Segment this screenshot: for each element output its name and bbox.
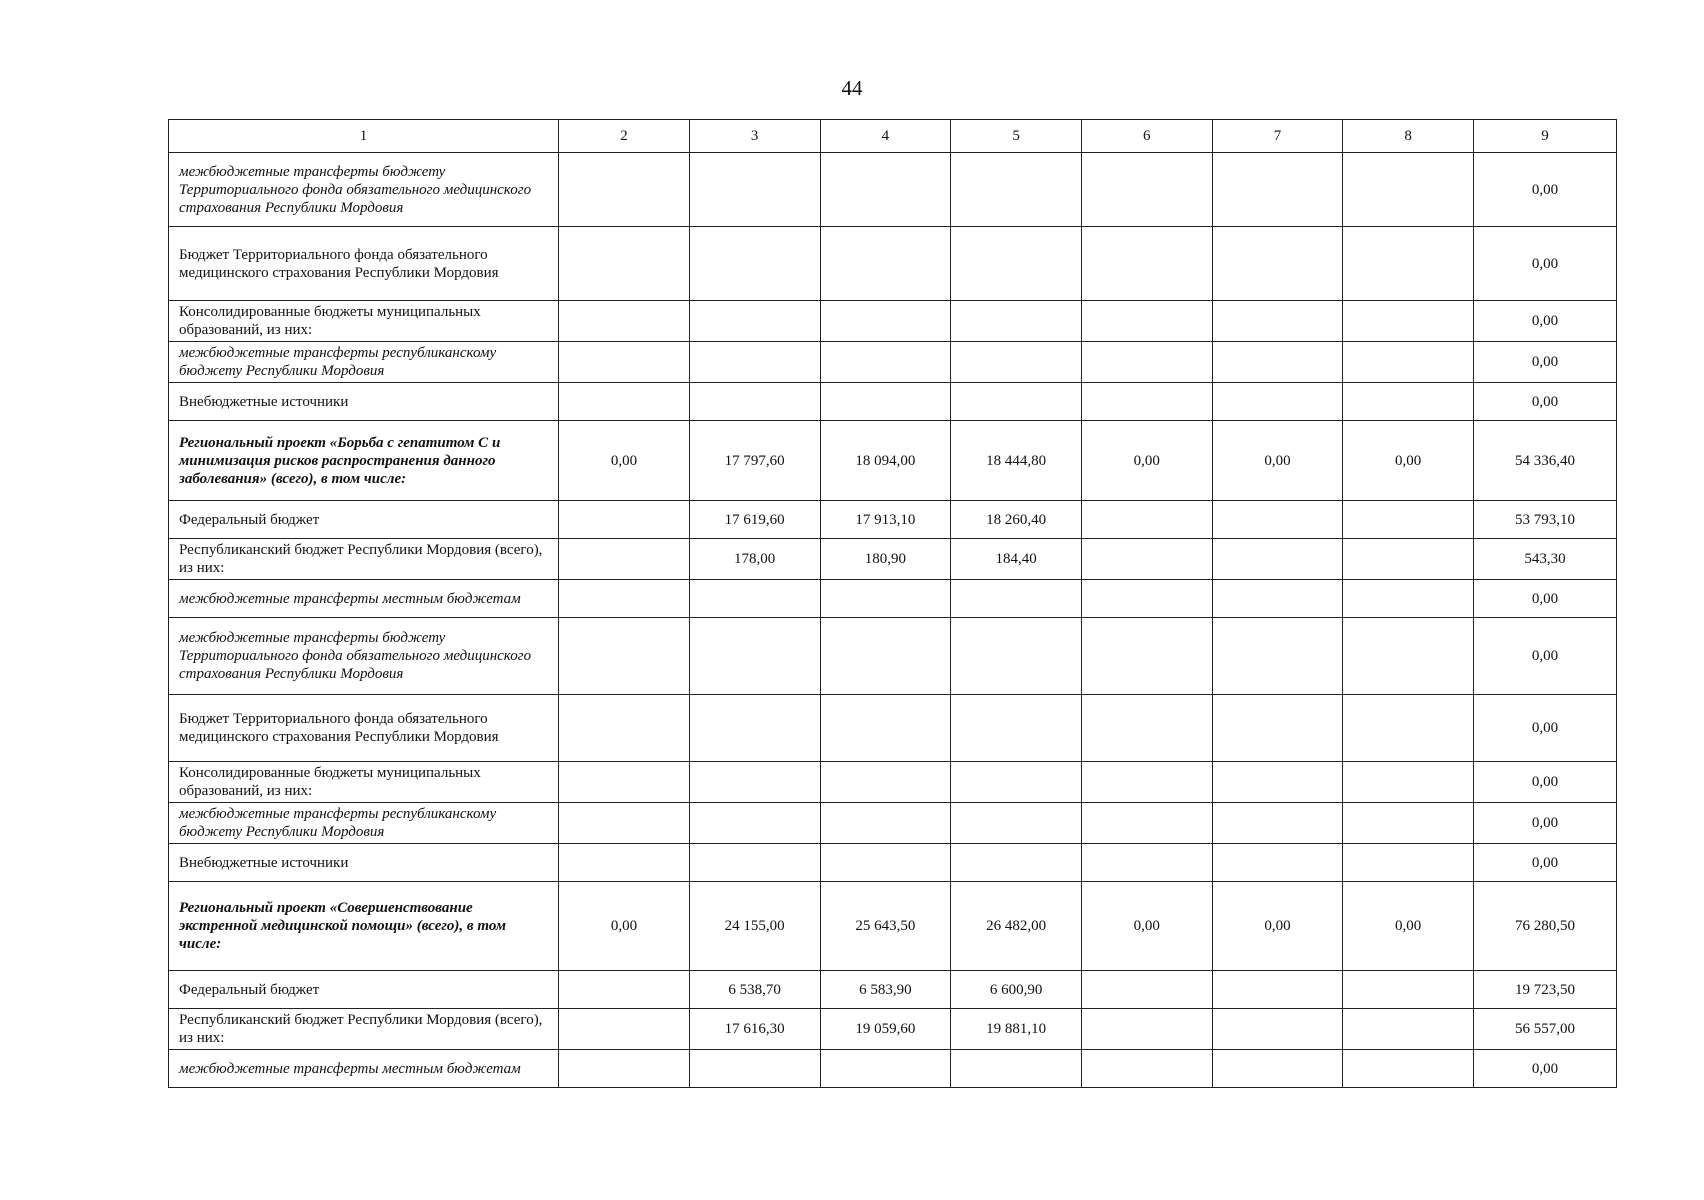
value-cell-col-5 <box>951 844 1082 882</box>
table-row <box>169 803 1617 844</box>
page-number: 44 <box>841 76 863 100</box>
value-cell-col-4 <box>820 1050 951 1088</box>
value-cell-col-7 <box>1212 762 1343 803</box>
value-cell-col-8 <box>1343 580 1474 618</box>
value-cell-col-2 <box>559 227 690 301</box>
table-row <box>169 882 1617 971</box>
value-cell-col-7: 0,00 <box>1212 882 1343 971</box>
value-cell-col-2 <box>559 383 690 421</box>
value-cell-col-5 <box>951 153 1082 227</box>
value-cell-col-4 <box>820 153 951 227</box>
value-cell-col-7 <box>1212 342 1343 383</box>
row-label-cell: межбюджетные трансферты республиканскому бюджету Республики Мордовия <box>169 803 559 844</box>
value-cell-col-7 <box>1212 695 1343 762</box>
value-cell-col-9: 0,00 <box>1474 580 1617 618</box>
value-cell-col-7: 0,00 <box>1212 421 1343 501</box>
value-cell-col-8 <box>1343 383 1474 421</box>
value-cell-col-7 <box>1212 803 1343 844</box>
table-row <box>169 227 1617 301</box>
row-label-cell: межбюджетные трансферты местным бюджетам <box>169 1050 559 1088</box>
value-cell-col-8 <box>1343 844 1474 882</box>
value-cell-col-4 <box>820 342 951 383</box>
table-row <box>169 421 1617 501</box>
value-cell-col-4 <box>820 227 951 301</box>
value-cell-col-9: 0,00 <box>1474 844 1617 882</box>
value-cell-col-3 <box>689 762 820 803</box>
value-cell-col-6 <box>1081 501 1212 539</box>
value-cell-col-7 <box>1212 227 1343 301</box>
value-cell-col-4: 6 583,90 <box>820 971 951 1009</box>
value-cell-col-9: 0,00 <box>1474 153 1617 227</box>
value-cell-col-5: 19 881,10 <box>951 1009 1082 1050</box>
value-cell-col-5: 18 444,80 <box>951 421 1082 501</box>
value-cell-col-6 <box>1081 762 1212 803</box>
value-cell-col-9: 0,00 <box>1474 695 1617 762</box>
table-row <box>169 762 1617 803</box>
value-cell-col-3: 6 538,70 <box>689 971 820 1009</box>
value-cell-col-6 <box>1081 153 1212 227</box>
value-cell-col-5 <box>951 762 1082 803</box>
value-cell-col-4 <box>820 618 951 695</box>
row-label-cell: межбюджетные трансферты местным бюджетам <box>169 580 559 618</box>
value-cell-col-9: 0,00 <box>1474 383 1617 421</box>
column-number: 5 <box>951 120 1082 153</box>
value-cell-col-9: 0,00 <box>1474 1050 1617 1088</box>
row-label-cell: Республиканский бюджет Республики Мордовия (всего), из них: <box>169 539 559 580</box>
table-row <box>169 301 1617 342</box>
value-cell-col-5 <box>951 301 1082 342</box>
value-cell-col-2 <box>559 803 690 844</box>
table-row <box>169 539 1617 580</box>
value-cell-col-5: 26 482,00 <box>951 882 1082 971</box>
value-cell-col-3 <box>689 342 820 383</box>
value-cell-col-4 <box>820 762 951 803</box>
value-cell-col-9: 0,00 <box>1474 227 1617 301</box>
value-cell-col-5 <box>951 580 1082 618</box>
row-label-cell: Республиканский бюджет Республики Мордовия (всего), из них: <box>169 1009 559 1050</box>
value-cell-col-6 <box>1081 844 1212 882</box>
value-cell-col-5 <box>951 695 1082 762</box>
table-row <box>169 501 1617 539</box>
value-cell-col-3: 24 155,00 <box>689 882 820 971</box>
value-cell-col-8 <box>1343 539 1474 580</box>
value-cell-col-5 <box>951 227 1082 301</box>
value-cell-col-6 <box>1081 227 1212 301</box>
value-cell-col-6 <box>1081 580 1212 618</box>
value-cell-col-6 <box>1081 342 1212 383</box>
value-cell-col-3 <box>689 618 820 695</box>
column-number-row <box>169 120 1617 153</box>
value-cell-col-2: 0,00 <box>559 882 690 971</box>
value-cell-col-9: 56 557,00 <box>1474 1009 1617 1050</box>
value-cell-col-5: 18 260,40 <box>951 501 1082 539</box>
value-cell-col-2: 0,00 <box>559 421 690 501</box>
column-number: 1 <box>169 120 559 153</box>
value-cell-col-5: 184,40 <box>951 539 1082 580</box>
value-cell-col-6: 0,00 <box>1081 882 1212 971</box>
value-cell-col-7 <box>1212 501 1343 539</box>
value-cell-col-5: 6 600,90 <box>951 971 1082 1009</box>
row-label-cell: межбюджетные трансферты республиканскому бюджету Республики Мордовия <box>169 342 559 383</box>
value-cell-col-6: 0,00 <box>1081 421 1212 501</box>
value-cell-col-6 <box>1081 301 1212 342</box>
value-cell-col-2 <box>559 342 690 383</box>
value-cell-col-6 <box>1081 803 1212 844</box>
value-cell-col-5 <box>951 618 1082 695</box>
value-cell-col-7 <box>1212 618 1343 695</box>
value-cell-col-2 <box>559 1050 690 1088</box>
value-cell-col-8 <box>1343 153 1474 227</box>
value-cell-col-9: 53 793,10 <box>1474 501 1617 539</box>
value-cell-col-8 <box>1343 227 1474 301</box>
value-cell-col-2 <box>559 539 690 580</box>
value-cell-col-4 <box>820 580 951 618</box>
value-cell-col-9: 76 280,50 <box>1474 882 1617 971</box>
value-cell-col-9: 0,00 <box>1474 803 1617 844</box>
column-number: 6 <box>1081 120 1212 153</box>
value-cell-col-9: 543,30 <box>1474 539 1617 580</box>
value-cell-col-4 <box>820 803 951 844</box>
value-cell-col-7 <box>1212 580 1343 618</box>
value-cell-col-9: 0,00 <box>1474 618 1617 695</box>
value-cell-col-5 <box>951 383 1082 421</box>
value-cell-col-8 <box>1343 971 1474 1009</box>
value-cell-col-2 <box>559 762 690 803</box>
value-cell-col-4: 180,90 <box>820 539 951 580</box>
table-row <box>169 1009 1617 1050</box>
value-cell-col-8 <box>1343 1050 1474 1088</box>
value-cell-col-9: 19 723,50 <box>1474 971 1617 1009</box>
value-cell-col-7 <box>1212 153 1343 227</box>
value-cell-col-6 <box>1081 383 1212 421</box>
value-cell-col-2 <box>559 971 690 1009</box>
value-cell-col-8 <box>1343 1009 1474 1050</box>
value-cell-col-6 <box>1081 695 1212 762</box>
column-number: 4 <box>820 120 951 153</box>
column-number: 9 <box>1474 120 1617 153</box>
value-cell-col-3 <box>689 301 820 342</box>
row-label-cell: Региональный проект «Борьба с гепатитом С и минимизация рисков распространения данного заболевания» (всего), в том числе: <box>169 421 559 501</box>
value-cell-col-3: 17 616,30 <box>689 1009 820 1050</box>
table-row <box>169 971 1617 1009</box>
value-cell-col-3: 178,00 <box>689 539 820 580</box>
row-label-cell: Консолидированные бюджеты муниципальных образований, из них: <box>169 301 559 342</box>
row-label-cell: Бюджет Территориального фонда обязательного медицинского страхования Республики Мордовия <box>169 695 559 762</box>
value-cell-col-8 <box>1343 762 1474 803</box>
value-cell-col-3: 17 797,60 <box>689 421 820 501</box>
table-row <box>169 342 1617 383</box>
value-cell-col-4: 19 059,60 <box>820 1009 951 1050</box>
value-cell-col-3 <box>689 695 820 762</box>
value-cell-col-6 <box>1081 1050 1212 1088</box>
value-cell-col-2 <box>559 618 690 695</box>
table-row <box>169 618 1617 695</box>
value-cell-col-2 <box>559 153 690 227</box>
column-number: 8 <box>1343 120 1474 153</box>
value-cell-col-2 <box>559 1009 690 1050</box>
value-cell-col-8: 0,00 <box>1343 421 1474 501</box>
value-cell-col-7 <box>1212 1050 1343 1088</box>
row-label-cell: Федеральный бюджет <box>169 971 559 1009</box>
value-cell-col-8: 0,00 <box>1343 882 1474 971</box>
row-label-cell: межбюджетные трансферты бюджету Территориального фонда обязательного медицинского страхования Республики Мордовия <box>169 153 559 227</box>
value-cell-col-8 <box>1343 618 1474 695</box>
value-cell-col-3 <box>689 844 820 882</box>
value-cell-col-9: 0,00 <box>1474 342 1617 383</box>
value-cell-col-5 <box>951 342 1082 383</box>
table-row <box>169 844 1617 882</box>
row-label-cell: Консолидированные бюджеты муниципальных образований, из них: <box>169 762 559 803</box>
row-label-cell: Федеральный бюджет <box>169 501 559 539</box>
value-cell-col-7 <box>1212 1009 1343 1050</box>
value-cell-col-3 <box>689 803 820 844</box>
value-cell-col-2 <box>559 695 690 762</box>
value-cell-col-9: 0,00 <box>1474 301 1617 342</box>
table-row <box>169 580 1617 618</box>
value-cell-col-6 <box>1081 971 1212 1009</box>
value-cell-col-8 <box>1343 342 1474 383</box>
value-cell-col-7 <box>1212 539 1343 580</box>
value-cell-col-7 <box>1212 301 1343 342</box>
table-row <box>169 695 1617 762</box>
value-cell-col-7 <box>1212 383 1343 421</box>
value-cell-col-8 <box>1343 501 1474 539</box>
value-cell-col-2 <box>559 844 690 882</box>
table-body <box>169 120 1617 1088</box>
value-cell-col-7 <box>1212 971 1343 1009</box>
value-cell-col-3 <box>689 227 820 301</box>
value-cell-col-3 <box>689 383 820 421</box>
column-number: 2 <box>559 120 690 153</box>
value-cell-col-9: 54 336,40 <box>1474 421 1617 501</box>
value-cell-col-2 <box>559 501 690 539</box>
value-cell-col-6 <box>1081 618 1212 695</box>
value-cell-col-4: 25 643,50 <box>820 882 951 971</box>
budget-table <box>168 119 1617 1088</box>
value-cell-col-2 <box>559 301 690 342</box>
value-cell-col-3 <box>689 153 820 227</box>
value-cell-col-7 <box>1212 844 1343 882</box>
value-cell-col-3 <box>689 580 820 618</box>
value-cell-col-4: 17 913,10 <box>820 501 951 539</box>
column-number: 3 <box>689 120 820 153</box>
value-cell-col-5 <box>951 1050 1082 1088</box>
value-cell-col-6 <box>1081 539 1212 580</box>
table-row <box>169 1050 1617 1088</box>
value-cell-col-8 <box>1343 695 1474 762</box>
table-row <box>169 153 1617 227</box>
value-cell-col-4: 18 094,00 <box>820 421 951 501</box>
value-cell-col-4 <box>820 844 951 882</box>
row-label-cell: Региональный проект «Совершенствование экстренной медицинской помощи» (всего), в том числе: <box>169 882 559 971</box>
value-cell-col-8 <box>1343 803 1474 844</box>
value-cell-col-3: 17 619,60 <box>689 501 820 539</box>
value-cell-col-4 <box>820 301 951 342</box>
value-cell-col-8 <box>1343 301 1474 342</box>
value-cell-col-3 <box>689 1050 820 1088</box>
value-cell-col-4 <box>820 695 951 762</box>
row-label-cell: Бюджет Территориального фонда обязательного медицинского страхования Республики Мордовия <box>169 227 559 301</box>
value-cell-col-6 <box>1081 1009 1212 1050</box>
value-cell-col-9: 0,00 <box>1474 762 1617 803</box>
row-label-cell: Внебюджетные источники <box>169 383 559 421</box>
row-label-cell: Внебюджетные источники <box>169 844 559 882</box>
column-number: 7 <box>1212 120 1343 153</box>
row-label-cell: межбюджетные трансферты бюджету Территориального фонда обязательного медицинского страхования Республики Мордовия <box>169 618 559 695</box>
value-cell-col-5 <box>951 803 1082 844</box>
table-row <box>169 383 1617 421</box>
value-cell-col-2 <box>559 580 690 618</box>
value-cell-col-4 <box>820 383 951 421</box>
